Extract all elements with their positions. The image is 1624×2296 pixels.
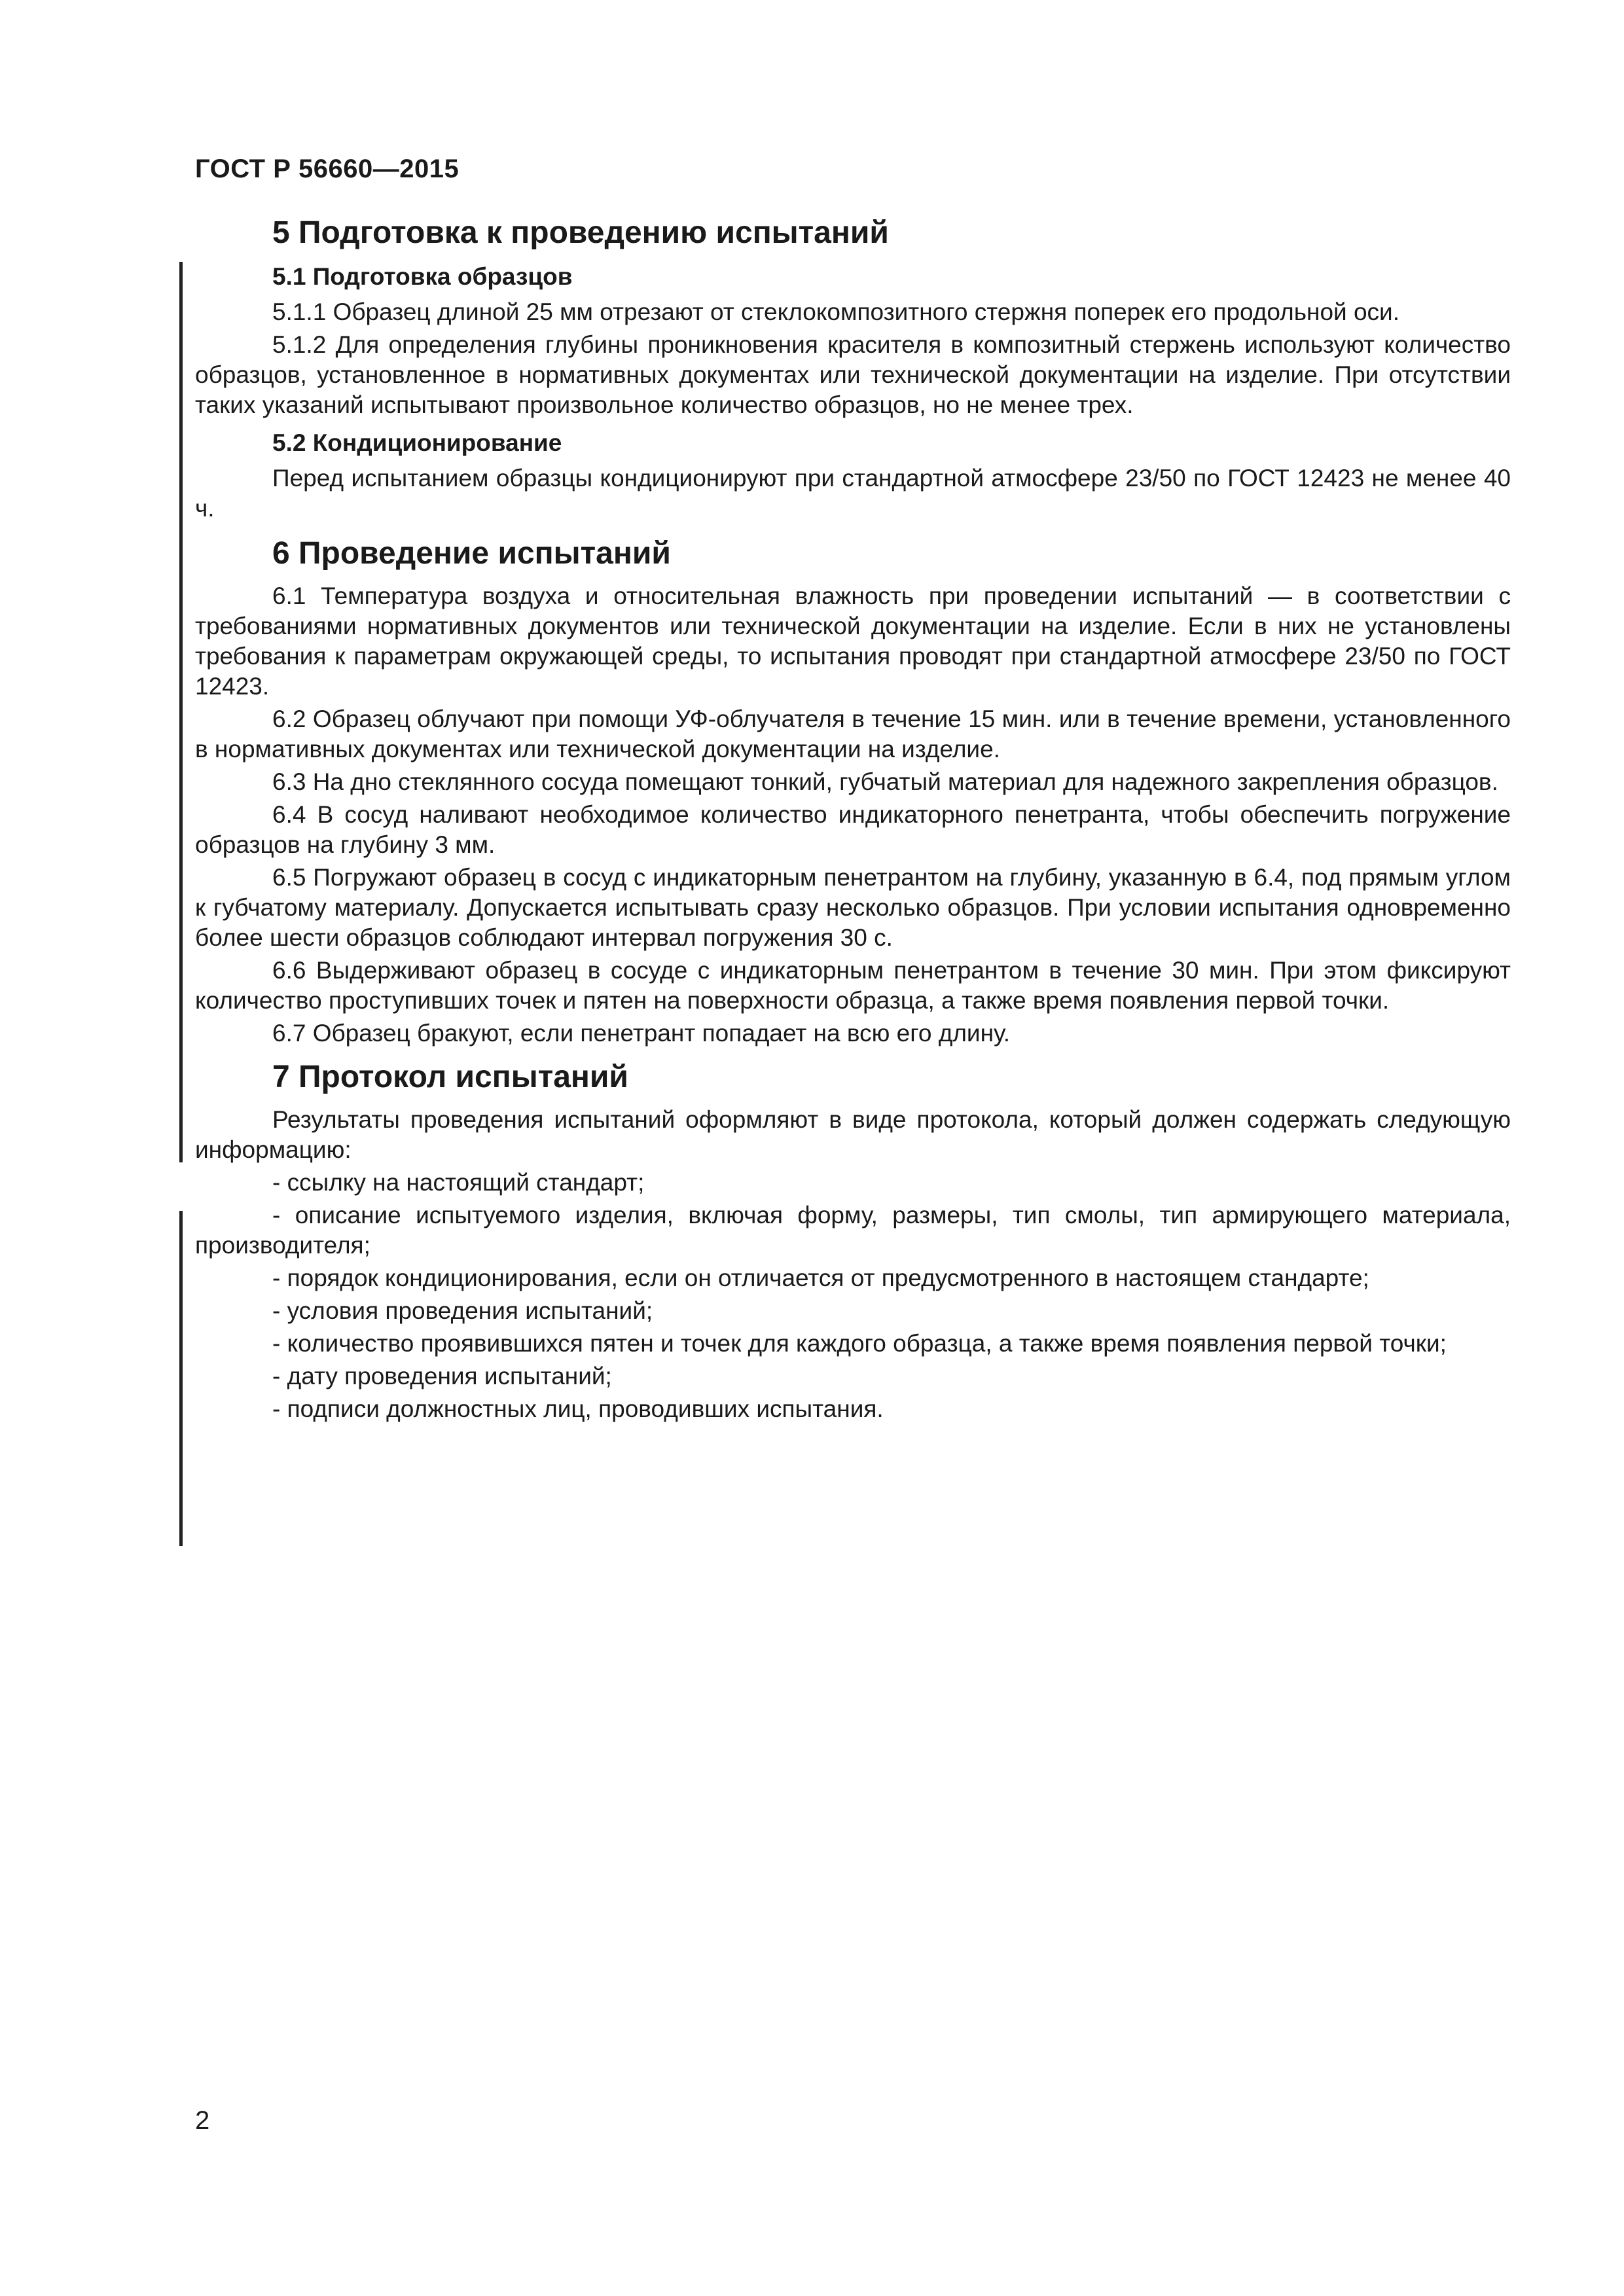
list-item: - порядок кондиционирования, если он отличается от предусмотренного в настоящем стандарте; (272, 1265, 1369, 1291)
list-item: - подписи должностных лиц, проводивших испытания. (272, 1395, 884, 1422)
paragraph-6-2: 6.2 Образец облучают при помощи УФ-облучателя в течение 15 мин. или в течение времени, установленного в нормативных документах или технической документации на изделие. (195, 706, 1511, 762)
section-5-title: 5 Подготовка к проведению испытаний (272, 215, 889, 250)
list-item: - количество проявившихся пятен и точек для каждого образца, а также время появления первой точки; (272, 1330, 1447, 1357)
paragraph-6-3: 6.3 На дно стеклянного сосуда помещают тонкий, губчатый материал для надежного закрепления образцов. (272, 768, 1498, 795)
paragraph-6-5: 6.5 Погружают образец в сосуд с индикаторным пенетрантом на глубину, указанную в 6.4, под прямым углом к губчатому материалу. Допускается испытывать сразу несколько образцов. При условии испытания одновременно более шести образцов соблюдают интервал погружения 30 с. (195, 864, 1511, 951)
paragraph-5-1-1: 5.1.1 Образец длиной 25 мм отрезают от стеклокомпозитного стержня поперек его продольной оси. (272, 298, 1399, 325)
section-7-title: 7 Протокол испытаний (272, 1060, 628, 1094)
list-item: - условия проведения испытаний; (272, 1297, 653, 1324)
protocol-requirements-list (195, 1168, 1511, 1424)
paragraph-6-1: 6.1 Температура воздуха и относительная влажность при проведении испытаний — в соответствии с требованиями нормативных документов или технической документации на изделие. Если в них не установлены требования к параметрам окружающей среды, то испытания проводят при стандартной атмосфере 23/50 по ГОСТ 12423. (195, 583, 1511, 700)
list-item: - ссылку на настоящий стандарт; (272, 1169, 645, 1196)
subsection-5-1-title: 5.1 Подготовка образцов (272, 263, 573, 290)
section-6-title: 6 Проведение испытаний (272, 536, 671, 571)
change-bar-section-7 (179, 1211, 183, 1546)
document-header: ГОСТ Р 56660—2015 (195, 154, 460, 183)
paragraph-5-1-2: 5.1.2 Для определения глубины проникновения красителя в композитный стержень используют количество образцов, установленное в нормативных документах или технической документации на изделие. При отсутствии таких указаний испытывают произвольное количество образцов, но не менее трех. (195, 331, 1511, 418)
paragraph-6-6: 6.6 Выдерживают образец в сосуде с индикаторным пенетрантом в течение 30 мин. При этом фиксируют количество проступивших точек и пятен на поверхности образца, а также время появления первой точки. (195, 957, 1511, 1014)
change-bar-sections-5-6 (179, 262, 183, 1162)
list-item: - дату проведения испытаний; (272, 1363, 612, 1390)
paragraph-7-intro: Результаты проведения испытаний оформляют в виде протокола, который должен содержать следующую информацию: (195, 1106, 1511, 1163)
paragraph-6-4: 6.4 В сосуд наливают необходимое количество индикаторного пенетранта, чтобы обеспечить погружение образцов на глубину 3 мм. (195, 801, 1511, 858)
document-body (195, 215, 1511, 1427)
paragraph-5-2: Перед испытанием образцы кондиционируют при стандартной атмосфере 23/50 по ГОСТ 12423 не менее 40 ч. (195, 465, 1511, 522)
page-number: 2 (195, 2106, 210, 2135)
paragraph-6-7: 6.7 Образец бракуют, если пенетрант попадает на всю его длину. (272, 1020, 1011, 1047)
subsection-5-2-title: 5.2 Кондиционирование (272, 429, 562, 456)
list-item: - описание испытуемого изделия, включая форму, размеры, тип смолы, тип армирующего материала, производителя; (195, 1202, 1511, 1259)
